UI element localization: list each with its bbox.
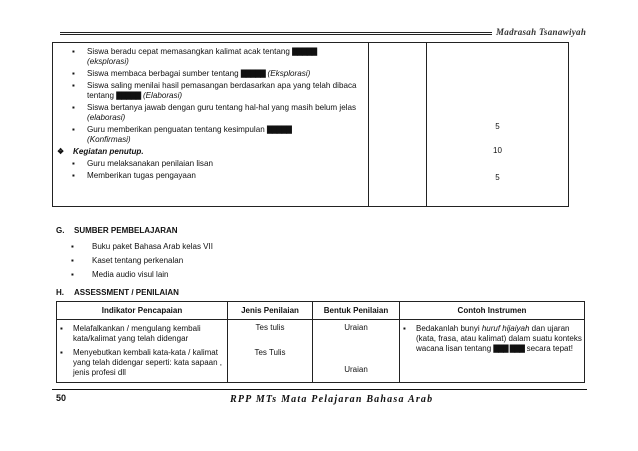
score-value: 5 — [495, 122, 500, 131]
activity-text: Siswa membaca berbagai sumber tentang — [87, 69, 239, 78]
score-value: 10 — [493, 146, 502, 155]
assessment-table — [56, 301, 585, 383]
bentuk-column — [313, 320, 399, 380]
bentuk-cell — [313, 320, 400, 383]
arabic-text: █████ — [266, 126, 292, 134]
jenis-cell — [228, 320, 313, 383]
score-column — [427, 43, 568, 206]
source-item: ▪ Buku paket Bahasa Arab kelas VII — [68, 242, 213, 252]
activity-text: Siswa saling menilai hasil pemasangan berdasarkan apa yang telah dibaca tentang — [87, 81, 357, 100]
contoh-item — [400, 324, 584, 354]
arabic-text: █████ — [240, 70, 266, 78]
indicator-item: ▪ Menyebutkan kembali kata-kata / kalimat yang telah didengar seperti: kata sapaan , jenis profesi dll — [57, 348, 227, 378]
arabic-text: █████ — [116, 92, 141, 100]
section-h-heading — [56, 288, 179, 297]
activities-list — [53, 43, 368, 181]
section-title: SUMBER PEMBELAJARAN — [74, 226, 178, 235]
col-header: Indikator Pencapaian — [57, 302, 228, 320]
activity-item — [53, 103, 368, 123]
activity-note: (eksplorasi) — [87, 57, 129, 66]
jenis-value: Tes Tulis — [254, 348, 286, 357]
activity-heading: ❖ Kegiatan penutup. — [53, 147, 368, 157]
activity-item — [53, 69, 368, 79]
arabic-text: █████ — [292, 48, 317, 56]
activity-note: (Elaborasi) — [142, 91, 183, 100]
score-cell — [427, 43, 569, 207]
contoh-text: secara tepat! — [526, 344, 573, 353]
arabic-text: ███ ███ — [493, 345, 525, 353]
source-item: ▪ Kaset tentang perkenalan — [68, 256, 213, 266]
contoh-list — [400, 320, 584, 354]
contoh-text: Bedakanlah bunyi — [416, 324, 480, 333]
activity-note: (Konfirmasi) — [87, 135, 131, 144]
col-header: Contoh Instrumen — [400, 302, 585, 320]
contoh-text: dan ujaran (kata, frasa, atau kalimat) dalam suatu konteks wacana lisan tentang — [416, 324, 582, 353]
header-title: Madrasah Tsanawiyah — [496, 27, 587, 37]
activity-note: (elaborasi) — [87, 113, 126, 122]
activity-item: ▪ Guru melaksanakan penilaian lisan — [53, 159, 368, 169]
section-g-heading — [56, 226, 178, 235]
contoh-cell — [400, 320, 585, 383]
indicator-item: ▪ Melafalkankan / mengulang kembali kata/kalimat yang telah didengar — [57, 324, 227, 344]
activity-text: Siswa beradu cepat memasangkan kalimat acak tentang — [87, 47, 290, 56]
col-header: Jenis Penilaian — [228, 302, 313, 320]
col-header: Bentuk Penilaian — [313, 302, 400, 320]
jenis-column — [228, 320, 312, 380]
header-rule-2 — [60, 34, 492, 35]
activities-cell — [53, 43, 369, 207]
indicator-cell — [57, 320, 228, 383]
footer-rule — [52, 389, 587, 390]
header-rule — [60, 32, 492, 33]
bentuk-value: Uraian — [344, 323, 368, 332]
indicator-list — [57, 320, 227, 378]
learning-sources-list — [68, 242, 213, 284]
bentuk-value: Uraian — [344, 365, 368, 374]
activity-item — [53, 125, 368, 145]
section-title: ASSESSMENT / PENILAIAN — [74, 288, 179, 297]
activities-table — [52, 42, 569, 207]
footer-title: RPP MTs Mata Pelajaran Bahasa Arab — [230, 394, 434, 405]
activity-text: Guru memberikan penguatan tentang kesimpulan — [87, 125, 265, 134]
source-item: ▪ Media audio visul lain — [68, 270, 213, 280]
page-number: 50 — [56, 393, 67, 403]
section-number: G. — [56, 226, 65, 235]
contoh-italic: huruf hijaiyah — [481, 324, 530, 333]
activity-item — [53, 81, 368, 101]
jenis-value: Tes tulis — [255, 323, 285, 332]
activity-item — [53, 47, 368, 67]
activity-text: Siswa bertanya jawab dengan guru tentang hal-hal yang masih belum jelas — [87, 103, 357, 112]
activity-note: (Eksplorasi) — [267, 69, 311, 78]
section-number: H. — [56, 288, 64, 297]
empty-cell — [369, 43, 427, 207]
score-value: 5 — [495, 173, 500, 182]
activity-item: ▪ Memberikan tugas pengayaan — [53, 171, 368, 181]
